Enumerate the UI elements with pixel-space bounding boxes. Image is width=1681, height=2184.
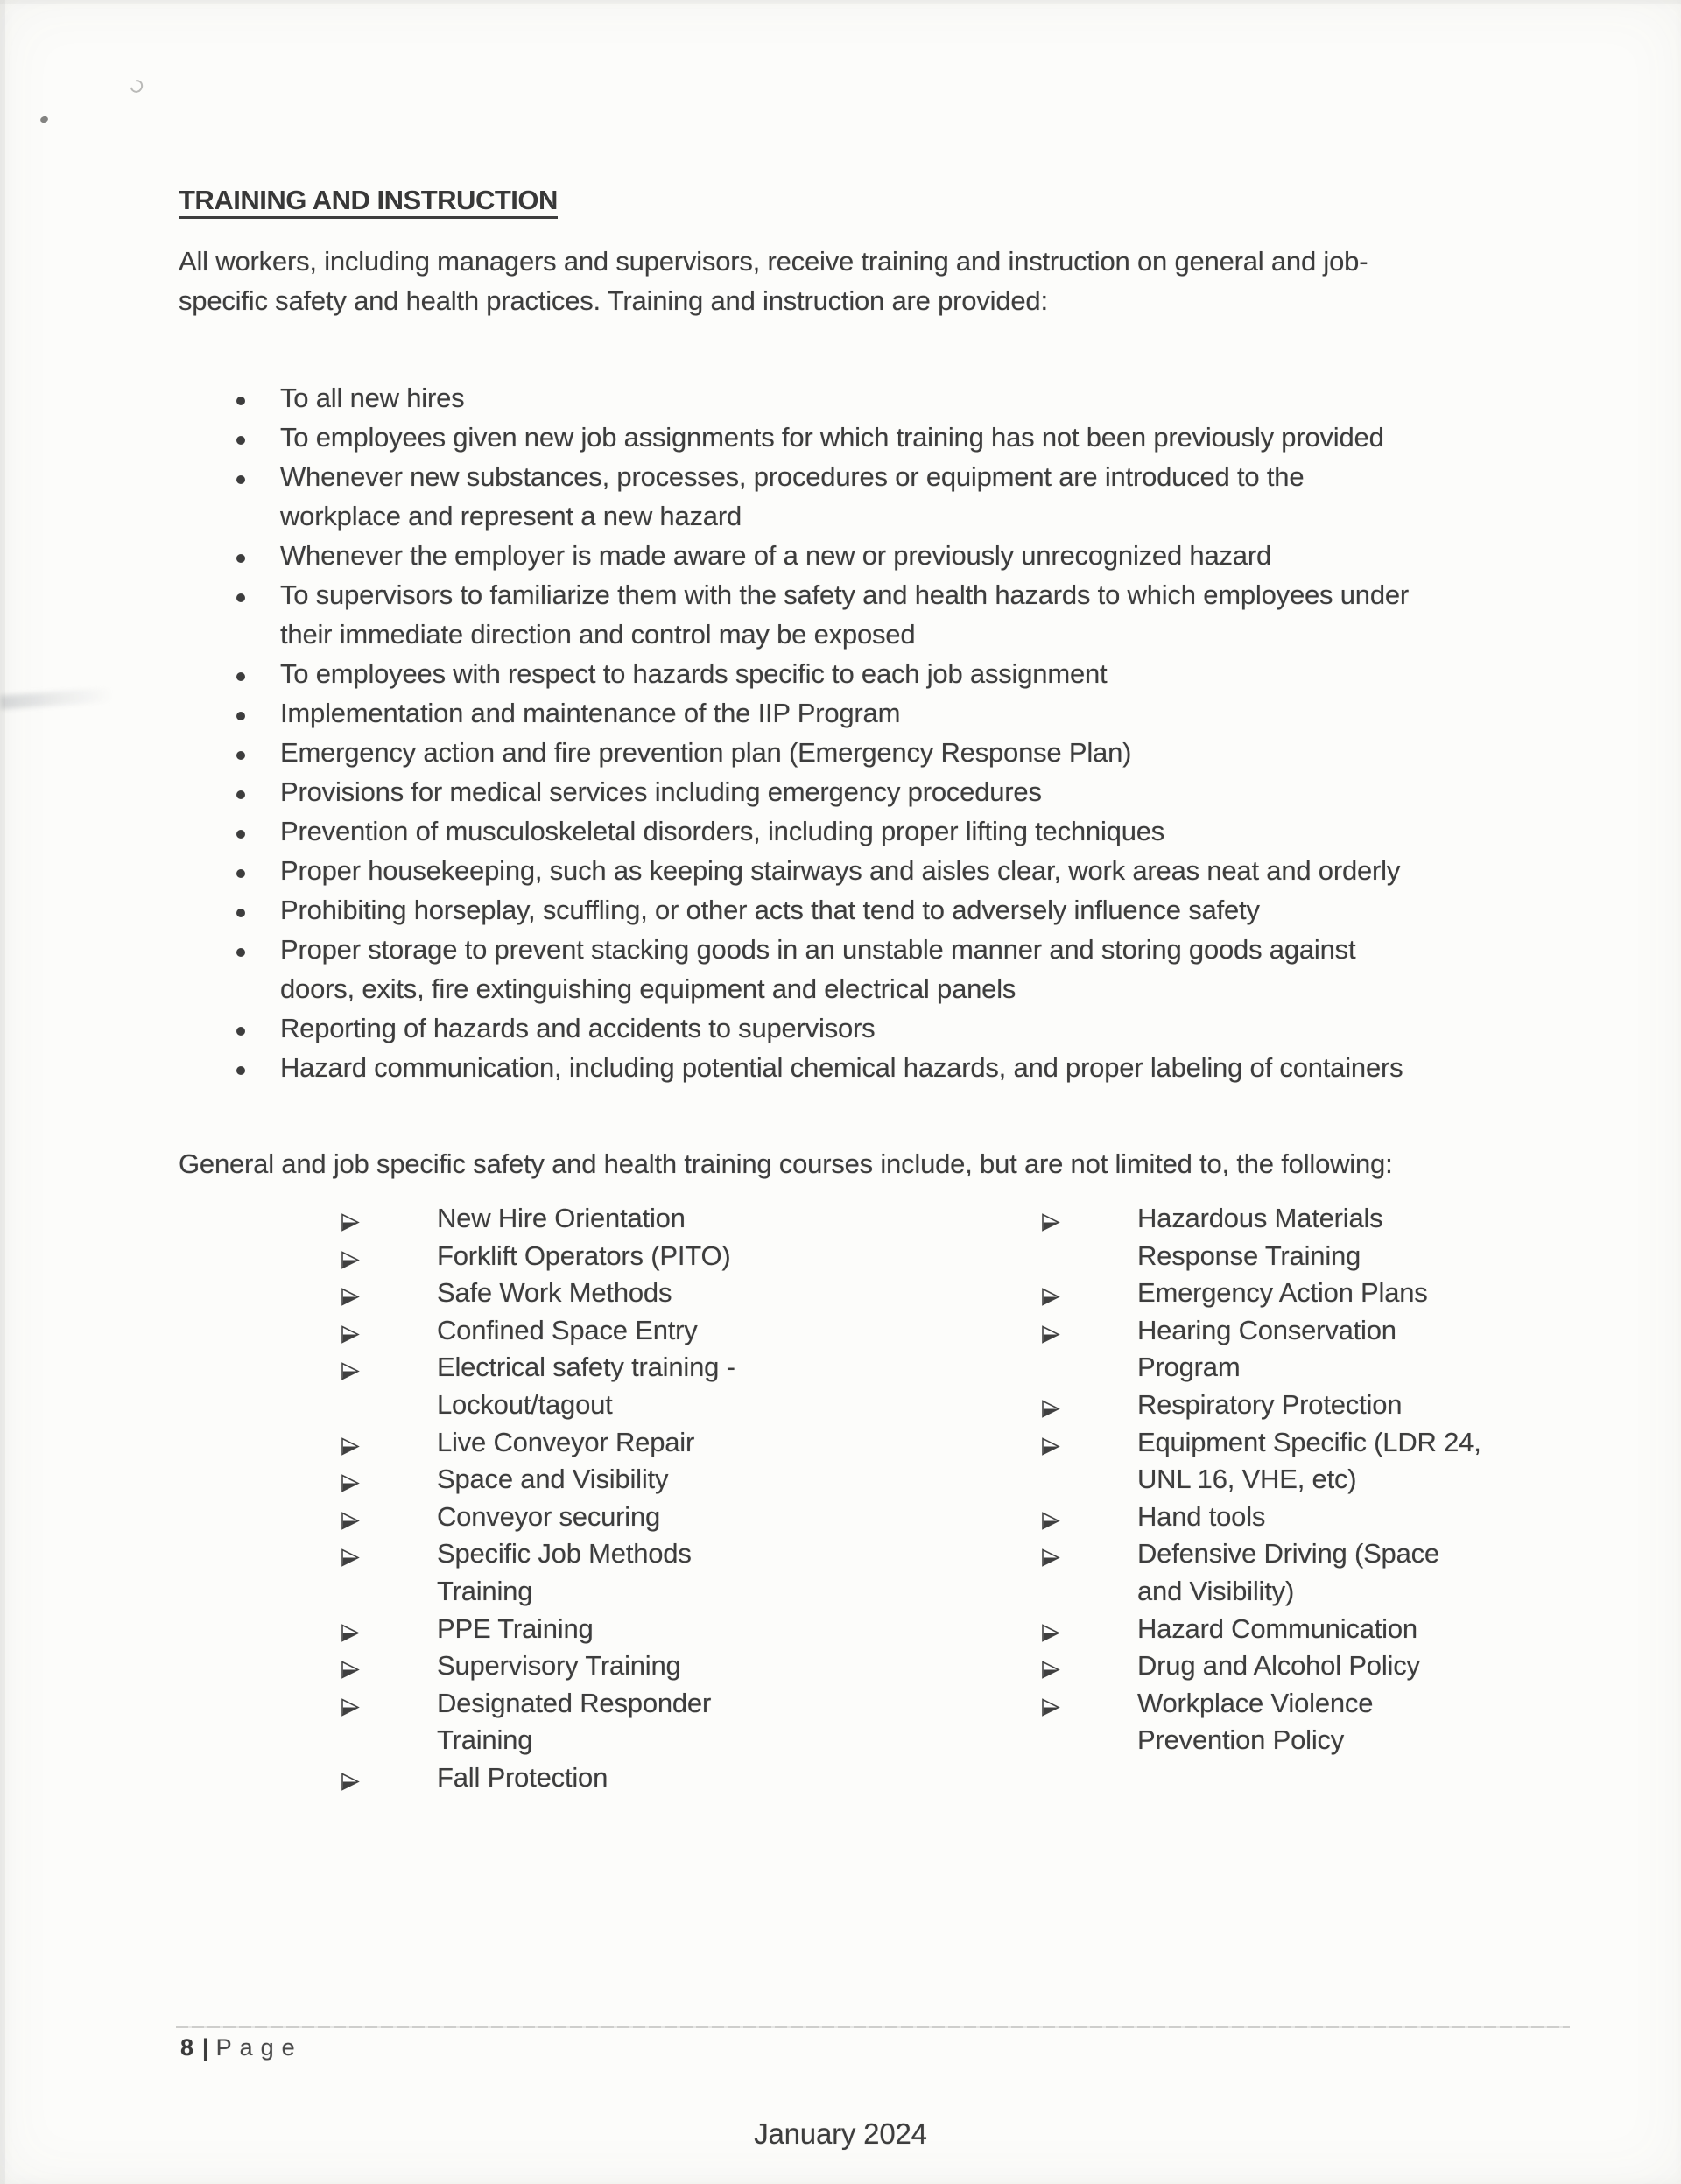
- course-item-text: Lockout/tagout: [437, 1388, 613, 1420]
- course-item-text: UNL 16, VHE, etc): [1137, 1464, 1357, 1495]
- arrow-bullet-icon: [341, 1213, 360, 1232]
- course-item-line: [1040, 1387, 1530, 1424]
- course-item-line: [1040, 1611, 1530, 1648]
- course-item-text: Response Training: [1137, 1239, 1361, 1271]
- course-item-text: Training: [437, 1575, 533, 1606]
- arrow-bullet-icon: [1041, 1661, 1060, 1679]
- course-item-line: [340, 1461, 830, 1499]
- course-item-line: [340, 1759, 830, 1797]
- list-item-line: [179, 930, 1597, 969]
- course-item-text: Hazard Communication: [1137, 1612, 1417, 1644]
- list-item-line: [179, 536, 1597, 575]
- training-provided-list: [179, 378, 1597, 1087]
- list-item-text: workplace and represent a new hazard: [280, 501, 742, 531]
- course-item-line: [1040, 1275, 1530, 1312]
- list-item-line: [179, 772, 1597, 811]
- course-item-line: [1040, 1722, 1530, 1759]
- list-item-text: Whenever the employer is made aware of a new or previously unrecognized hazard: [280, 540, 1272, 571]
- course-item-text: Defensive Driving (Space: [1137, 1538, 1439, 1570]
- course-item-text: Hand tools: [1137, 1500, 1266, 1532]
- list-item-line: [179, 496, 1597, 536]
- courses-column-right: [1040, 1200, 1530, 1759]
- course-item-line: [340, 1499, 830, 1536]
- list-item-text: Proper housekeeping, such as keeping stairways and aisles clear, work areas neat and orderly: [280, 855, 1401, 886]
- list-item-text: To supervisors to familiarize them with the safety and health hazards to which employees under: [280, 579, 1410, 610]
- course-item-text: Live Conveyor Repair: [437, 1426, 695, 1457]
- bullet-dot-icon: [236, 869, 245, 878]
- arrow-bullet-icon: [1041, 1325, 1060, 1344]
- course-item-text: Supervisory Training: [437, 1650, 681, 1682]
- list-item-text: To employees given new job assignments for which training has not been previously provided: [280, 422, 1384, 453]
- course-item-line: [340, 1722, 830, 1759]
- bullet-dot-icon: [236, 790, 245, 799]
- courses-intro-paragraph: General and job specific safety and health training courses include, but are not limited to, the following:: [179, 1148, 1393, 1179]
- page-number: 8: [180, 2034, 194, 2061]
- list-item-text: Emergency action and fire prevention plan (Emergency Response Plan): [280, 737, 1132, 768]
- intro-line: specific safety and health practices. Training and instruction are provided:: [179, 285, 1048, 316]
- list-item-text: their immediate direction and control may be exposed: [280, 619, 916, 650]
- section-heading: TRAINING AND INSTRUCTION: [179, 186, 558, 219]
- bullet-dot-icon: [236, 1066, 245, 1075]
- list-item-text: To all new hires: [280, 383, 465, 413]
- list-item-line: [179, 575, 1597, 614]
- list-item-text: Reporting of hazards and accidents to supervisors: [280, 1013, 876, 1043]
- bullet-dot-icon: [236, 475, 245, 484]
- list-item-line: [179, 969, 1597, 1008]
- bullet-dot-icon: [236, 712, 245, 720]
- scan-edge-shading: [0, 0, 5, 2184]
- footer-date: January 2024: [754, 2117, 927, 2150]
- course-item-line: [1040, 1424, 1530, 1462]
- course-item-text: Hearing Conservation: [1137, 1314, 1396, 1345]
- arrow-bullet-icon: [1041, 1437, 1060, 1456]
- arrow-bullet-icon: [341, 1474, 360, 1492]
- arrow-bullet-icon: [341, 1548, 360, 1567]
- course-item-text: Equipment Specific (LDR 24,: [1137, 1426, 1481, 1457]
- course-item-line: [1040, 1535, 1530, 1573]
- list-item-text: To employees with respect to hazards specific to each job assignment: [280, 658, 1108, 689]
- bullet-dot-icon: [236, 593, 245, 602]
- course-item-text: Fall Protection: [437, 1761, 608, 1793]
- course-item-text: New Hire Orientation: [437, 1203, 686, 1233]
- course-item-line: [1040, 1238, 1530, 1275]
- list-item-line: [179, 851, 1597, 890]
- list-item-line: [179, 457, 1597, 496]
- arrow-bullet-icon: [1041, 1512, 1060, 1530]
- course-item-line: [340, 1387, 830, 1424]
- course-item-line: [340, 1611, 830, 1648]
- course-item-text: Electrical safety training -: [437, 1352, 735, 1383]
- bullet-dot-icon: [236, 672, 245, 681]
- list-item-line: [179, 378, 1597, 418]
- scan-smudge-artifact: [0, 687, 114, 709]
- course-item-line: [340, 1424, 830, 1462]
- bullet-dot-icon: [236, 948, 245, 957]
- bullet-dot-icon: [236, 554, 245, 563]
- list-item-text: Provisions for medical services including emergency procedures: [280, 776, 1042, 807]
- course-item-text: Hazardous Materials: [1137, 1203, 1383, 1233]
- course-item-text: Workplace Violence: [1137, 1687, 1374, 1718]
- course-item-line: [1040, 1499, 1530, 1536]
- list-item-line: [179, 811, 1597, 851]
- course-item-text: Designated Responder: [437, 1687, 712, 1718]
- arrow-bullet-icon: [341, 1624, 360, 1642]
- bullet-dot-icon: [236, 397, 245, 405]
- course-item-line: [340, 1647, 830, 1685]
- course-item-line: [340, 1535, 830, 1573]
- course-item-text: Safe Work Methods: [437, 1277, 672, 1309]
- list-item-text: Hazard communication, including potential chemical hazards, and proper labeling of containers: [280, 1052, 1403, 1083]
- arrow-bullet-icon: [1041, 1698, 1060, 1717]
- list-item-line: [179, 654, 1597, 693]
- course-item-line: [340, 1312, 830, 1350]
- course-item-line: [1040, 1312, 1530, 1350]
- course-item-line: [340, 1238, 830, 1275]
- arrow-bullet-icon: [1041, 1213, 1060, 1232]
- list-item-line: [179, 890, 1597, 930]
- course-item-text: Prevention Policy: [1137, 1724, 1345, 1756]
- course-item-text: Drug and Alcohol Policy: [1137, 1650, 1420, 1682]
- arrow-bullet-icon: [341, 1437, 360, 1456]
- course-item-line: [1040, 1200, 1530, 1238]
- arrow-bullet-icon: [341, 1661, 360, 1679]
- course-item-text: Conveyor securing: [437, 1500, 661, 1532]
- footer-divider: [176, 2026, 1570, 2028]
- list-item-text: Implementation and maintenance of the IIP Program: [280, 698, 901, 728]
- course-item-line: [340, 1349, 830, 1387]
- course-item-line: [340, 1200, 830, 1238]
- arrow-bullet-icon: [341, 1512, 360, 1530]
- list-item-text: doors, exits, fire extinguishing equipment and electrical panels: [280, 973, 1016, 1004]
- bullet-dot-icon: [236, 830, 245, 839]
- course-item-text: and Visibility): [1137, 1575, 1295, 1606]
- list-item-line: [179, 1048, 1597, 1087]
- arrow-bullet-icon: [1041, 1548, 1060, 1567]
- list-item-text: Proper storage to prevent stacking goods in an unstable manner and storing goods against: [280, 934, 1356, 965]
- course-item-text: Space and Visibility: [437, 1464, 669, 1495]
- course-item-line: [1040, 1573, 1530, 1611]
- list-item-line: [179, 693, 1597, 733]
- course-item-text: Training: [437, 1724, 533, 1756]
- course-item-text: Emergency Action Plans: [1137, 1277, 1428, 1309]
- bullet-dot-icon: [236, 1027, 245, 1036]
- list-item-text: Prevention of musculoskeletal disorders, including proper lifting techniques: [280, 816, 1165, 846]
- course-item-text: Confined Space Entry: [437, 1314, 698, 1345]
- course-item-text: Specific Job Methods: [437, 1538, 692, 1570]
- course-item-line: [1040, 1647, 1530, 1685]
- arrow-bullet-icon: [341, 1251, 360, 1269]
- intro-line: All workers, including managers and supervisors, receive training and instruction on general and job-: [179, 246, 1368, 277]
- scan-curl-artifact: [128, 77, 145, 95]
- arrow-bullet-icon: [341, 1362, 360, 1380]
- course-item-line: [340, 1685, 830, 1723]
- list-item-line: [179, 1008, 1597, 1048]
- list-item-line: [179, 733, 1597, 772]
- arrow-bullet-icon: [1041, 1288, 1060, 1306]
- bullet-dot-icon: [236, 751, 245, 760]
- course-item-line: [1040, 1685, 1530, 1723]
- bullet-dot-icon: [236, 909, 245, 917]
- courses-column-left: [340, 1200, 830, 1797]
- list-item-text: Prohibiting horseplay, scuffling, or other acts that tend to adversely influence safety: [280, 895, 1260, 925]
- page-number-footer: [180, 2033, 303, 2061]
- scan-edge-shading: [0, 0, 1681, 4]
- course-item-line: [1040, 1349, 1530, 1387]
- bullet-dot-icon: [236, 436, 245, 445]
- arrow-bullet-icon: [341, 1698, 360, 1717]
- course-item-line: [1040, 1461, 1530, 1499]
- list-item-text: Whenever new substances, processes, procedures or equipment are introduced to the: [280, 461, 1305, 492]
- course-item-line: [340, 1573, 830, 1611]
- intro-paragraph: [179, 242, 1544, 320]
- course-item-text: Respiratory Protection: [1137, 1388, 1403, 1420]
- page-number-separator: |: [202, 2034, 209, 2061]
- course-item-text: Program: [1137, 1352, 1241, 1383]
- arrow-bullet-icon: [341, 1288, 360, 1306]
- course-item-text: Forklift Operators (PITO): [437, 1239, 731, 1271]
- list-item-line: [179, 614, 1597, 654]
- arrow-bullet-icon: [1041, 1624, 1060, 1642]
- course-item-line: [340, 1275, 830, 1312]
- course-item-text: PPE Training: [437, 1612, 594, 1644]
- list-item-line: [179, 418, 1597, 457]
- arrow-bullet-icon: [341, 1773, 360, 1791]
- page-label: Page: [215, 2034, 303, 2061]
- scan-speck-artifact: [39, 116, 49, 124]
- arrow-bullet-icon: [1041, 1400, 1060, 1418]
- arrow-bullet-icon: [341, 1325, 360, 1344]
